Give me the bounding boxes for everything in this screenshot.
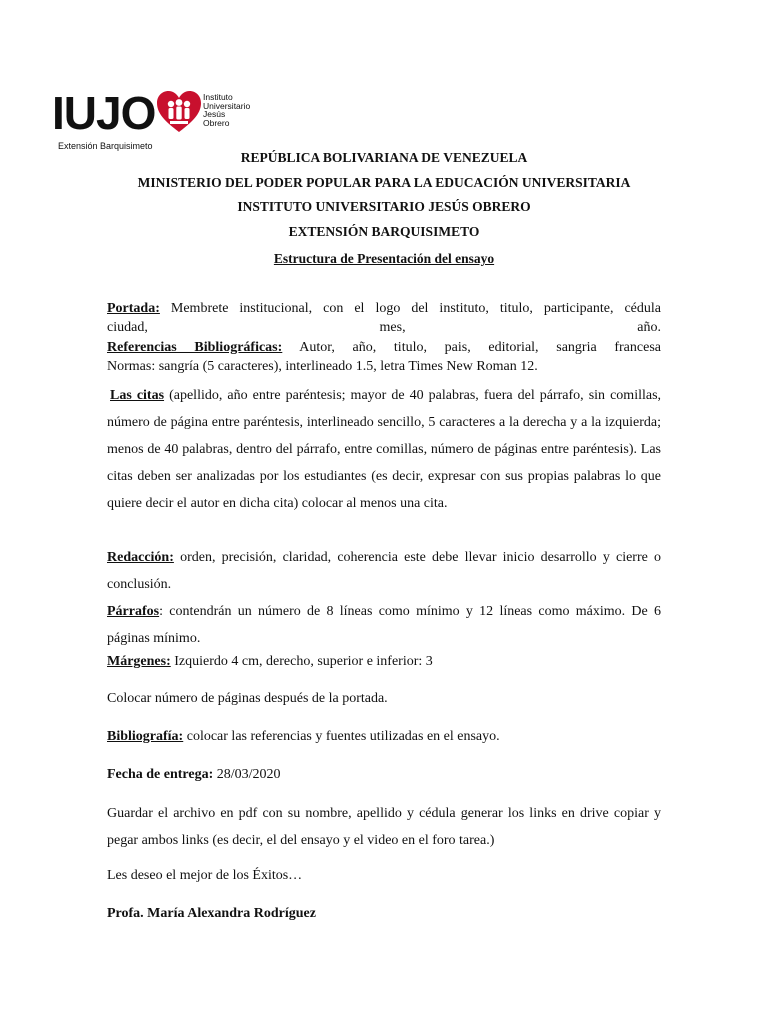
referencias-normas: Normas: sangría (5 caracteres), interlineado 1.5, letra Times New Roman 12. [107,359,538,374]
parrafos-text: : contendrán un número de 8 líneas como mínimo y 12 líneas como máximo. De 6 páginas mínimo. [107,604,661,646]
section-parrafos [107,598,661,652]
referencias-line-1 [107,338,661,357]
logo-extension: Extensión Barquisimeto [58,141,153,151]
citas-label: Las citas [110,388,165,403]
logo-brand: IUJO [52,87,156,139]
bibliografia-label: Bibliografía: [107,729,184,744]
farewell: Les deseo el mejor de los Éxitos… [107,868,303,883]
document-title: Estructura de Presentación del ensayo [273,251,495,266]
portada-city: ciudad, [107,320,148,335]
redaccion-label: Redacción: [107,550,174,565]
entrega-date: 28/03/2020 [216,767,281,782]
entrega-label: Fecha de entrega: [107,767,214,782]
signature: Profa. María Alexandra Rodríguez [107,906,316,921]
portada-line-1 [107,299,661,318]
heart-family-icon [156,90,202,134]
header-institute: INSTITUTO UNIVERSITARIO JESÚS OBRERO [237,199,531,214]
section-portada [107,299,661,337]
institute-logo [52,86,262,156]
redaccion-text: orden, precisión, claridad, coherencia este debe llevar inicio desarrollo y cierre o conclusión. [107,550,662,592]
citas-text: (apellido, año entre paréntesis; mayor de 40 palabras, fuera del párrafo, sin comillas, número de página entre paréntesis, interlineado sencillo, 5 caracteres a la derecha y a la izquierda; menos de 40 palabras, dentro del párrafo, entre comillas, número de páginas entre paréntesis). Las citas deben ser analizadas por los estudiantes (es decir, expresar con sus propias palabras lo que quiere decir el autor en dicha cita) colocar al menos una cita. [107,388,662,511]
section-redaccion [107,544,661,598]
header-extension: EXTENSIÓN BARQUISIMETO [288,224,480,239]
section-bibliografia [107,727,661,747]
section-fecha-entrega [107,765,661,785]
margenes-label: Márgenes: [107,654,171,669]
header-republic: REPÚBLICA BOLIVARIANA DE VENEZUELA [240,150,528,165]
portada-line-2 [107,318,661,337]
portada-year: año. [637,320,661,335]
section-referencias [107,338,661,376]
referencias-text: Autor, año, titulo, pais, editorial, sangria francesa [299,340,661,355]
logo-institute-name: Instituto Universitario Jesús Obrero [203,92,251,128]
header-ministry: MINISTERIO DEL PODER POPULAR PARA LA EDUCACIÓN UNIVERSITARIA [137,175,631,190]
portada-text: Membrete institucional, con el logo del instituto, titulo, participante, cédula [170,301,661,316]
portada-month: mes, [379,320,406,335]
section-citas [107,383,661,518]
submission-instructions: Guardar el archivo en pdf con su nombre, apellido y cédula generar los links en drive copiar y pegar ambos links (es decir, el del ensayo y el video en el foro tarea.) [107,806,661,848]
margenes-text: Izquierdo 4 cm, derecho, superior e inferior: 3 [174,654,433,669]
page-number-note: Colocar número de páginas después de la portada. [107,691,388,706]
portada-label: Portada: [107,301,160,316]
parrafos-label: Párrafos [107,604,160,619]
referencias-label: Referencias Bibliográficas: [107,340,283,355]
bibliografia-text: colocar las referencias y fuentes utilizadas en el ensayo. [186,729,500,744]
section-margenes [107,652,661,672]
